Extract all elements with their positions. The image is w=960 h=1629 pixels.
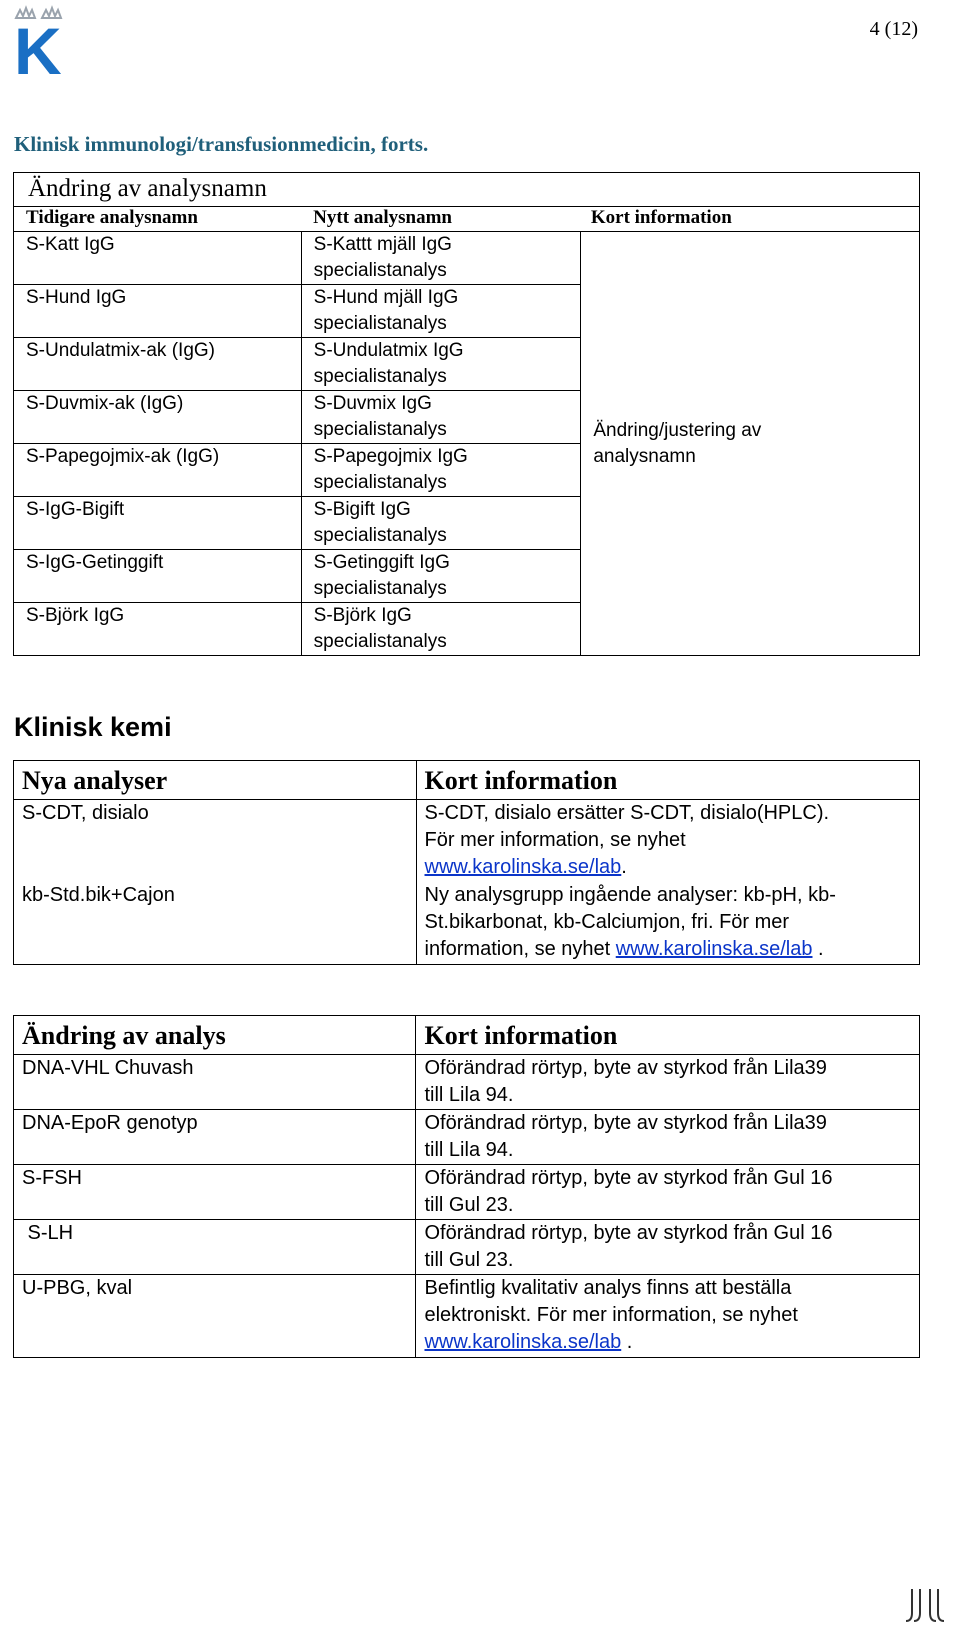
info-line: Ändring/justering av [593,419,762,441]
info-line: till Lila 94. [424,1084,514,1106]
analysis-name: kb-Std.bik+Cajon [14,882,417,965]
analysis-info [416,1110,920,1165]
logo-letter: K [14,14,62,76]
new-name-suffix: specialistanalys [313,525,447,546]
new-name: S-Kattt mjäll IgG [313,234,452,255]
info-line: analysnamn [593,445,696,467]
table-caption: Nya analyser [14,761,417,800]
info-line: Oförändrad rörtyp, byte av styrkod från Gul 16 [424,1222,833,1244]
new-name-cell [301,338,581,391]
info-line: till Gul 23. [424,1249,514,1271]
new-name: S-Bigift IgG [313,499,411,520]
punctuation: . [812,938,824,960]
new-name-suffix: specialistanalys [313,578,447,599]
table-caption: Kort information [416,761,919,800]
info-line: till Lila 94. [424,1139,514,1161]
analysis-info [416,882,919,965]
info-line [425,854,913,881]
karolinska-link[interactable]: www.karolinska.se/lab [615,938,813,960]
new-name: S-Papegojmix IgG [313,446,468,467]
new-name-suffix: specialistanalys [313,313,447,334]
info-cell [581,232,920,656]
analysis-name: DNA-VHL Chuvash [14,1055,416,1110]
analysis-info [416,1220,920,1275]
new-name-cell [301,550,581,603]
new-name-cell [301,232,581,285]
old-name-cell: S-Undulatmix-ak (IgG) [14,338,302,391]
analysis-info [416,1055,920,1110]
analysis-name: S-CDT, disialo [14,800,417,883]
column-header: Tidigare analysnamn [14,207,302,232]
new-name: S-Getinggift IgG [313,552,450,573]
page-number: 4 (12) [869,18,918,40]
new-name-suffix: specialistanalys [313,419,447,440]
new-name-suffix: specialistanalys [313,472,447,493]
new-name-cell [301,603,581,656]
new-name: S-Duvmix IgG [313,393,432,414]
karolinska-link[interactable]: www.karolinska.se/lab [424,856,622,878]
new-name-cell [301,285,581,338]
info-line: Ny analysgrupp ingående analyser: kb-pH, kb- [424,884,836,906]
section-heading: Klinisk kemi [14,712,172,742]
info-line [425,936,913,963]
old-name-cell: S-Duvmix-ak (IgG) [14,391,302,444]
name-change-table [13,172,920,656]
analysis-name: U-PBG, kval [14,1275,416,1358]
old-name-cell: S-Papegojmix-ak (IgG) [14,444,302,497]
punctuation: . [621,856,627,878]
new-name-cell [301,391,581,444]
info-line: Oförändrad rörtyp, byte av styrkod från Lila39 [424,1057,827,1079]
info-line: S-CDT, disialo ersätter S-CDT, disialo(HPLC). [424,802,830,824]
new-name: S-Hund mjäll IgG [313,287,459,308]
old-name-cell: S-Hund IgG [14,285,302,338]
section-subtitle: Klinisk immunologi/transfusionmedicin, forts. [14,132,429,156]
karolinska-link[interactable]: www.karolinska.se/lab [424,1331,622,1353]
new-name: S-Undulatmix IgG [313,340,464,361]
new-name-cell [301,497,581,550]
old-name-cell: S-Björk IgG [14,603,302,656]
new-name-cell [301,444,581,497]
info-line: För mer information, se nyhet [424,829,686,851]
table-caption: Ändring av analysnamn [14,173,920,207]
analysis-name: DNA-EpoR genotyp [14,1110,416,1165]
new-name-suffix: specialistanalys [313,260,447,281]
info-line: Befintlig kvalitativ analys finns att beställa [424,1277,792,1299]
new-analyses-table [13,760,920,965]
karolinska-logo [12,4,64,76]
old-name-cell: S-Katt IgG [14,232,302,285]
info-text: information, se nyhet [424,938,616,960]
new-name-suffix: specialistanalys [313,366,447,387]
old-name-cell: S-IgG-Getinggift [14,550,302,603]
new-name-suffix: specialistanalys [313,631,447,652]
punctuation: . [621,1331,633,1353]
info-line: elektroniskt. För mer information, se nyhet [424,1304,798,1326]
info-line [424,1329,913,1356]
table-caption: Ändring av analys [14,1016,416,1055]
old-name-cell: S-IgG-Bigift [14,497,302,550]
analysis-change-table [13,1015,920,1358]
analysis-name: S-LH [14,1220,416,1275]
info-line: Oförändrad rörtyp, byte av styrkod från Lila39 [424,1112,827,1134]
analysis-info [416,800,919,883]
analysis-name: S-FSH [14,1165,416,1220]
info-line: St.bikarbonat, kb-Calciumjon, fri. För mer [424,911,790,933]
column-header: Nytt analysnamn [301,207,581,232]
new-name: S-Björk IgG [313,605,412,626]
analysis-info [416,1275,920,1358]
footer-logo-icon [904,1587,948,1623]
info-line: till Gul 23. [424,1194,514,1216]
analysis-info [416,1165,920,1220]
table-caption: Kort information [416,1016,920,1055]
crown-icon [12,4,64,76]
info-line: Oförändrad rörtyp, byte av styrkod från Gul 16 [424,1167,833,1189]
column-header: Kort information [581,207,920,232]
